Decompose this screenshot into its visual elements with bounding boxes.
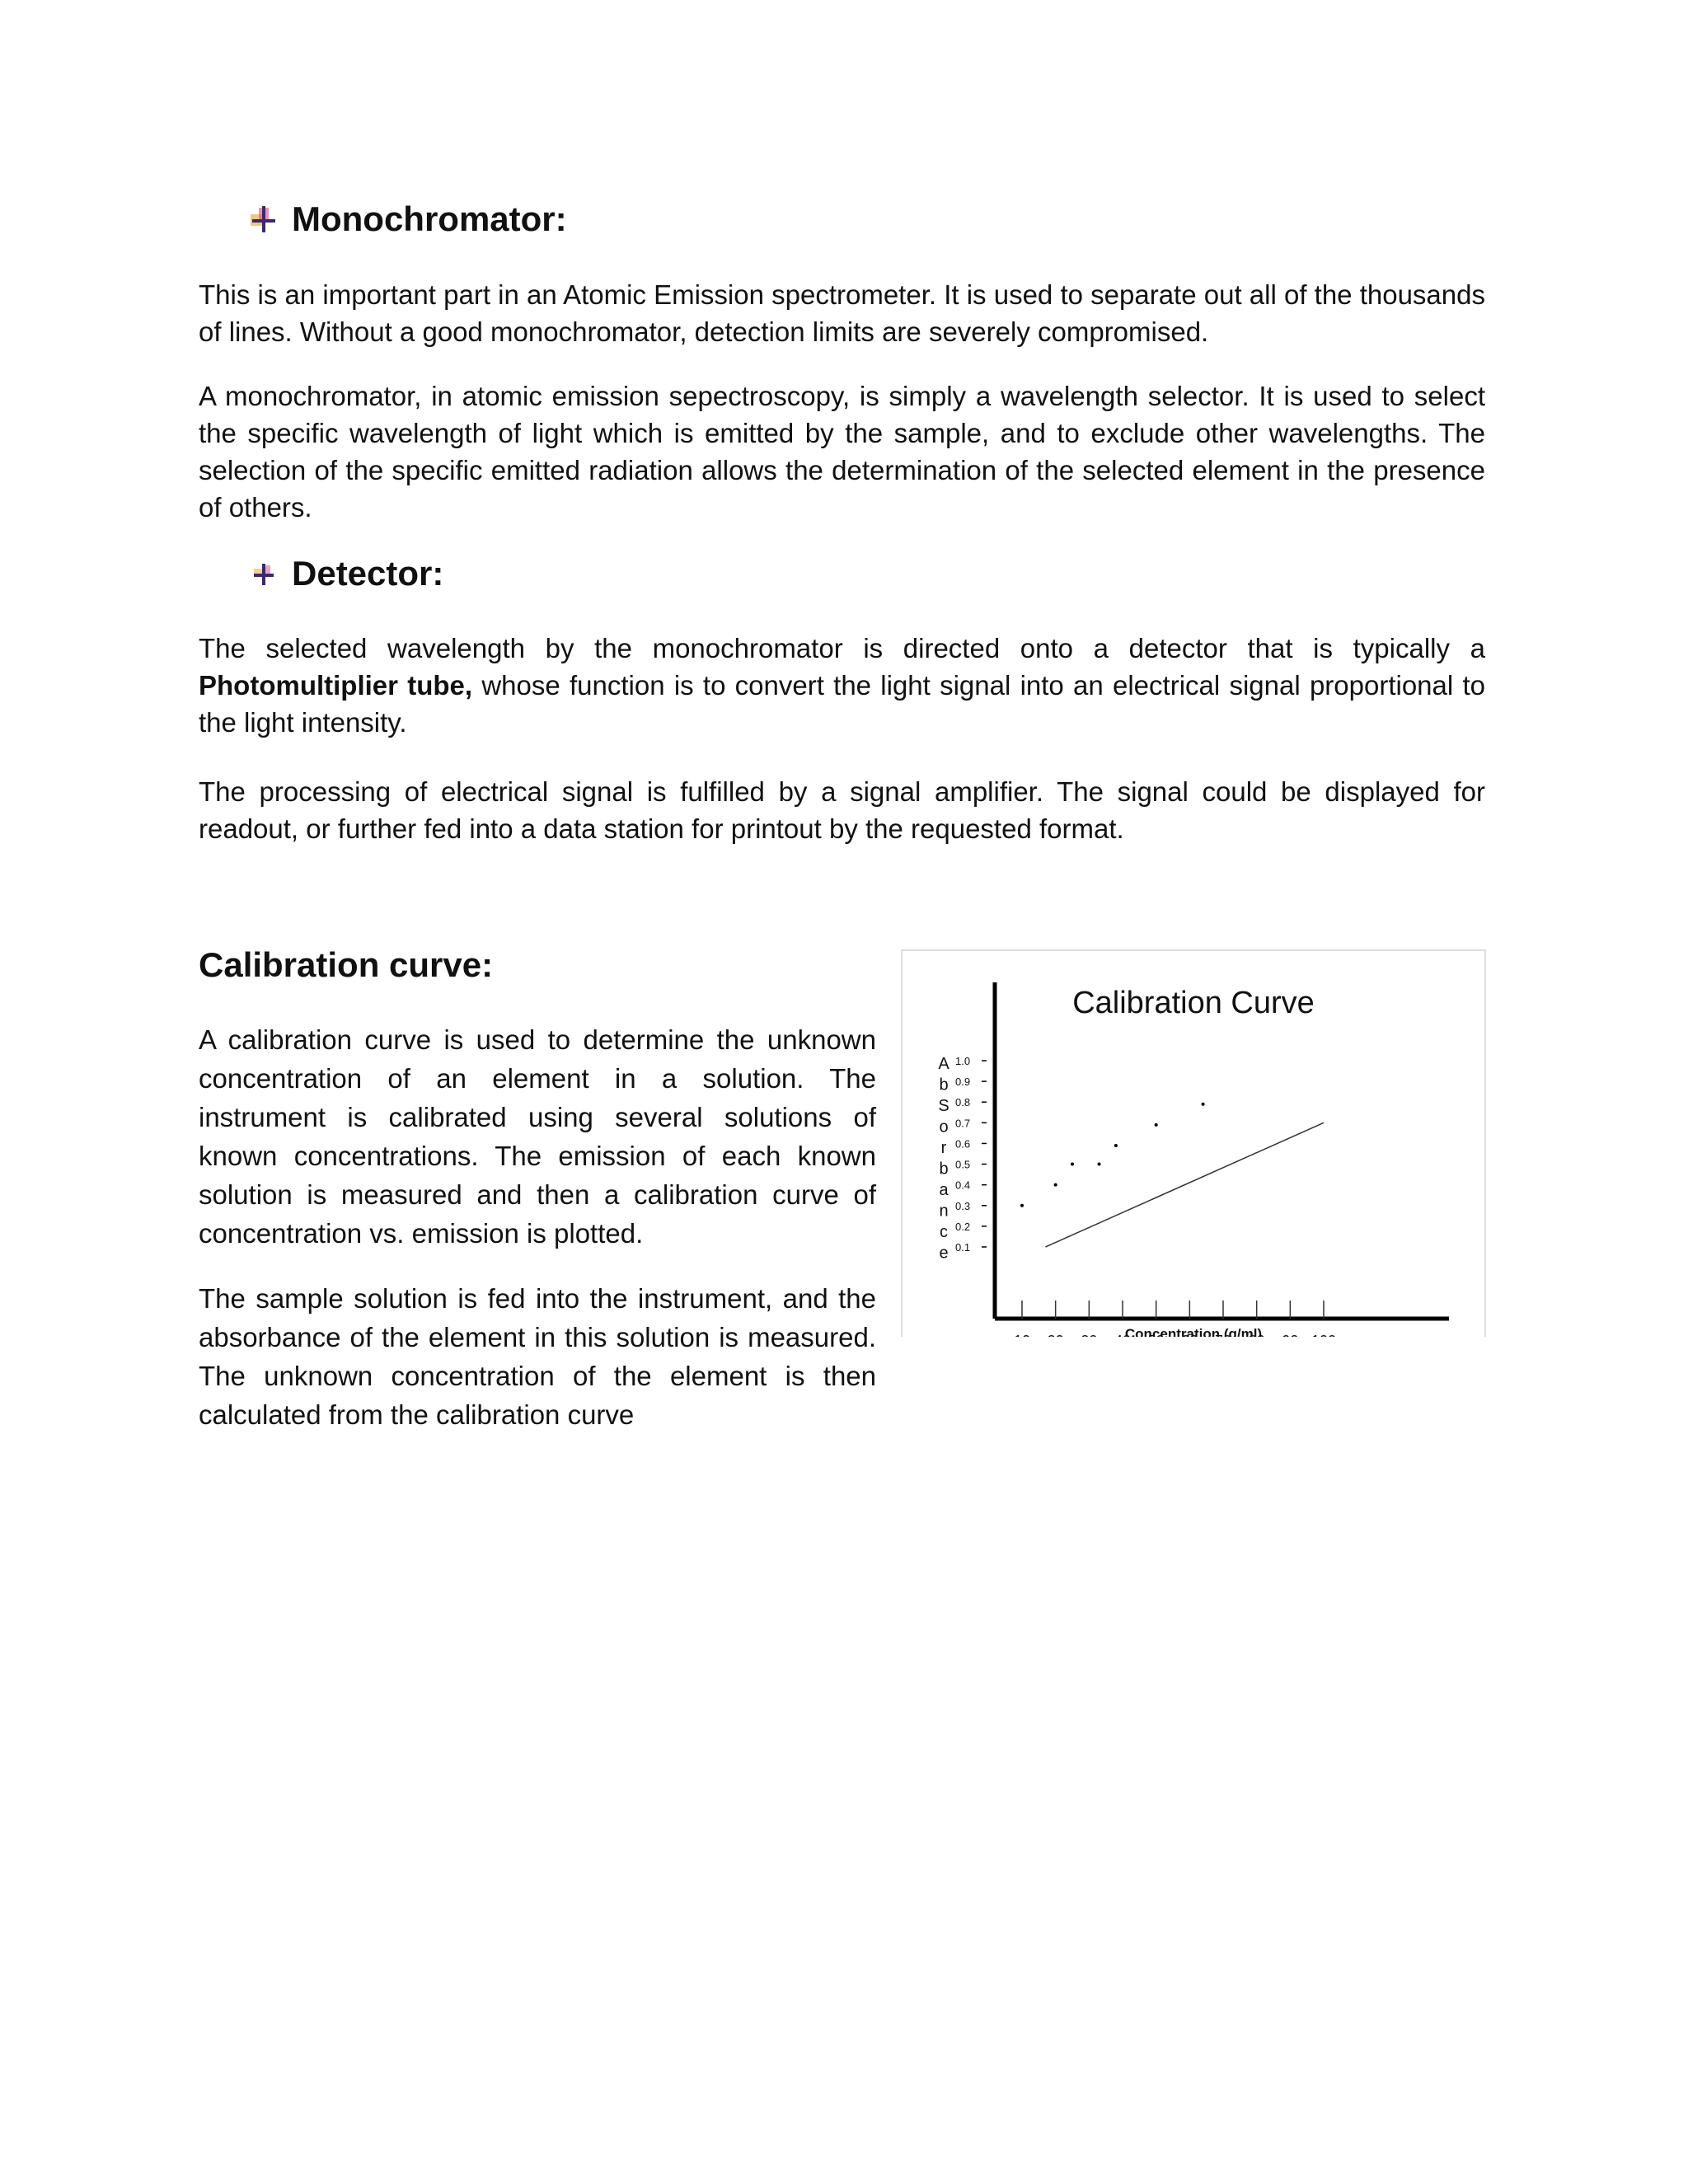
detector-title: Detector: [292, 554, 444, 593]
y-axis-label-letter: A [938, 1055, 950, 1073]
data-point [1071, 1163, 1074, 1166]
calibration-chart-svg [901, 949, 1486, 1337]
calibration-paragraph-2: The sample solution is fed into the instrument, and the absorbance of the element in this solution is measured. The unknown concentration of the element is then calculated from the calibration curve [199, 1283, 876, 1430]
chart-title: Calibration Curve [1072, 986, 1315, 1020]
x-tick-label [1014, 1333, 1030, 1337]
detector-heading [247, 554, 443, 593]
y-axis-label-letter: e [939, 1244, 949, 1263]
pushpin-icon [247, 557, 280, 590]
y-axis-label-letter: b [939, 1160, 949, 1179]
y-tick-label: 0.2 [955, 1220, 971, 1233]
y-tick-label: 0.4 [955, 1179, 971, 1192]
detector-p1-end: whose function is to convert the light signal into an electrical signal proportional to the light intensity. [199, 670, 1485, 738]
y-axis-label-letter: o [939, 1118, 949, 1137]
x-tick-label [1048, 1333, 1064, 1337]
monochromator-heading [247, 199, 567, 239]
y-tick-label: 0.1 [955, 1241, 971, 1254]
y-tick-label: 0.3 [955, 1199, 971, 1212]
data-point [1020, 1204, 1024, 1207]
calibration-paragraph-1: A calibration curve is used to determine the unknown concentration of an element in a solution. The instrument is calibrated using several solutions of known concentrations. The emission of each known solution is measured and then a calibration curve of concentration vs. emission is plotted. [199, 1024, 876, 1249]
y-axis-label-letter: S [938, 1097, 950, 1115]
x-tick-label [1081, 1333, 1097, 1337]
y-tick-label: 0.7 [955, 1117, 971, 1130]
y-axis-label-letter: b [939, 1076, 949, 1094]
monochromator-title: Monochromator: [292, 199, 567, 238]
data-point [1054, 1183, 1057, 1187]
detector-paragraph-2: The processing of electrical signal is fulfilled by a signal amplifier. The signal could be displayed for readout, or further fed into a data station for printout by the requested format. [199, 776, 1485, 844]
detector-paragraph-1 [199, 630, 1485, 741]
monochromator-paragraph-1: This is an important part in an Atomic Emission spectrometer. It is used to separate out all of the thousands of lines. Without a good monochromator, detection limits are severely compromised. [199, 279, 1485, 347]
y-tick-label: 0.6 [955, 1137, 971, 1151]
y-tick-label: 0.8 [955, 1096, 971, 1109]
data-point [1155, 1123, 1158, 1127]
x-tick-label [1311, 1333, 1336, 1337]
y-tick-label: 0.5 [955, 1158, 971, 1171]
data-point [1114, 1144, 1118, 1147]
y-axis-label-letter: a [939, 1181, 949, 1199]
y-axis-label-letter: c [940, 1223, 948, 1241]
y-axis-label-letter: r [940, 1139, 947, 1157]
detector-p1-start: The selected wavelength by the monochromator is directed onto a detector that is typically a [199, 633, 1485, 663]
calibration-title: Calibration curve: [199, 945, 494, 984]
calibration-chart [901, 949, 1486, 1337]
x-tick-label [1282, 1333, 1298, 1337]
detector-p1-bold: Photomultiplier tube, [199, 670, 473, 701]
calibration-line [1045, 1122, 1324, 1247]
calibration-heading [199, 945, 493, 985]
x-axis-label: Concentration (g/ml) [1124, 1326, 1263, 1337]
y-tick-label: 0.9 [955, 1076, 971, 1089]
pushpin-icon [247, 203, 280, 236]
y-axis-label-letter: n [939, 1202, 949, 1221]
data-point [1098, 1163, 1101, 1166]
y-tick-label: 1.0 [955, 1055, 971, 1067]
monochromator-paragraph-2: A monochromator, in atomic emission sepectroscopy, is simply a wavelength selector. It is used to select the specific wavelength of light which is emitted by the sample, and to exclude other wavelengths. The selection of the specific emitted radiation allows the determination of the selected element in the presence of others. [199, 381, 1485, 523]
data-point [1202, 1103, 1205, 1106]
